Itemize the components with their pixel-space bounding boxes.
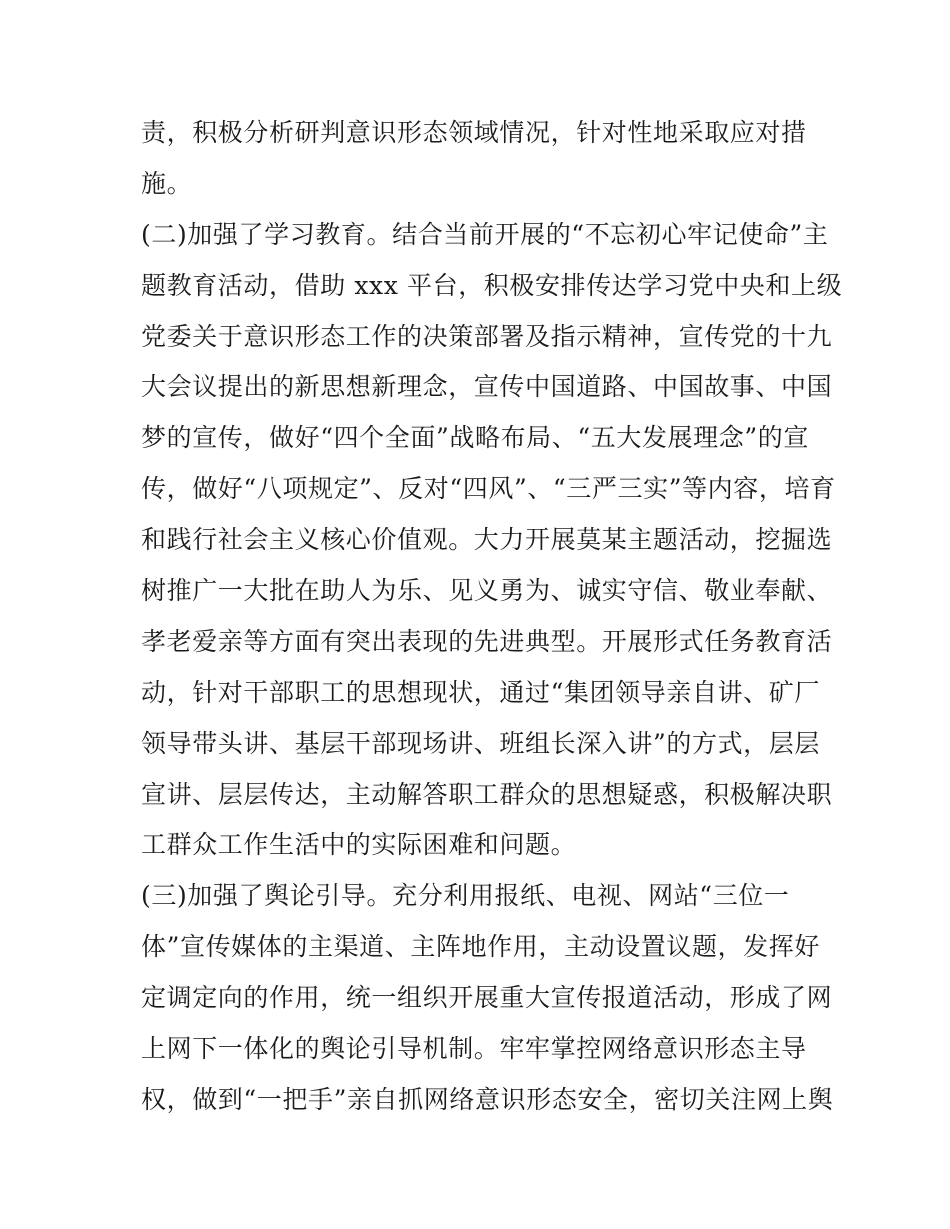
text-line: 题教育活动，借助 xxx 平台，积极安排传达学习党中央和上级 <box>141 270 843 300</box>
text-line: 传，做好“八项规定”、反对“四风”、“三严三实”等内容，培育 <box>141 474 836 504</box>
text-line: 和践行社会主义核心价值观。大力开展莫某主题活动，挖掘选 <box>141 525 833 555</box>
section-heading-line: (二)加强了学习教育。结合当前开展的“不忘初心牢记使命”主 <box>141 219 829 249</box>
text-line: 权，做到“一把手”亲自抓网络意识形态安全，密切关注网上舆 <box>141 1084 834 1114</box>
text-line: 施。 <box>141 168 193 198</box>
document-body <box>141 108 843 1126</box>
text-line: 党委关于意识形态工作的决策部署及指示精神，宣传党的十九 <box>141 321 833 351</box>
text-line: 梦的宣传，做好“四个全面”战略布局、“五大发展理念”的宣 <box>141 423 809 453</box>
section-heading-line: (三)加强了舆论引导。充分利用报纸、电视、网站“三位一 <box>141 881 790 911</box>
text-line: 上网下一体化的舆论引导机制。牢牢掌控网络意识形态主导 <box>141 1034 807 1064</box>
text-line: 领导带头讲、基层干部现场讲、班组长深入讲”的方式，层层 <box>141 728 820 758</box>
text-line: 动，针对干部职工的思想现状，通过“集团领导亲自讲、矿厂 <box>141 677 820 707</box>
text-line: 树推广一大批在助人为乐、见义勇为、诚实守信、敬业奉献、 <box>141 576 833 606</box>
text-line: 体”宣传媒体的主渠道、主阵地作用，主动设置议题，发挥好 <box>141 932 820 962</box>
text-line: 工群众工作生活中的实际困难和问题。 <box>141 830 577 860</box>
text-line: 责，积极分析研判意识形态领域情况，针对性地采取应对措 <box>141 118 807 147</box>
text-line: 定调定向的作用，统一组织开展重大宣传报道活动，形成了网 <box>141 983 833 1013</box>
text-line: 大会议提出的新思想新理念，宣传中国道路、中国故事、中国 <box>141 372 833 402</box>
text-line: 孝老爱亲等方面有突出表现的先进典型。开展形式任务教育活 <box>141 626 833 656</box>
text-line: 宣讲、层层传达，主动解答职工群众的思想疑惑，积极解决职 <box>141 779 833 809</box>
